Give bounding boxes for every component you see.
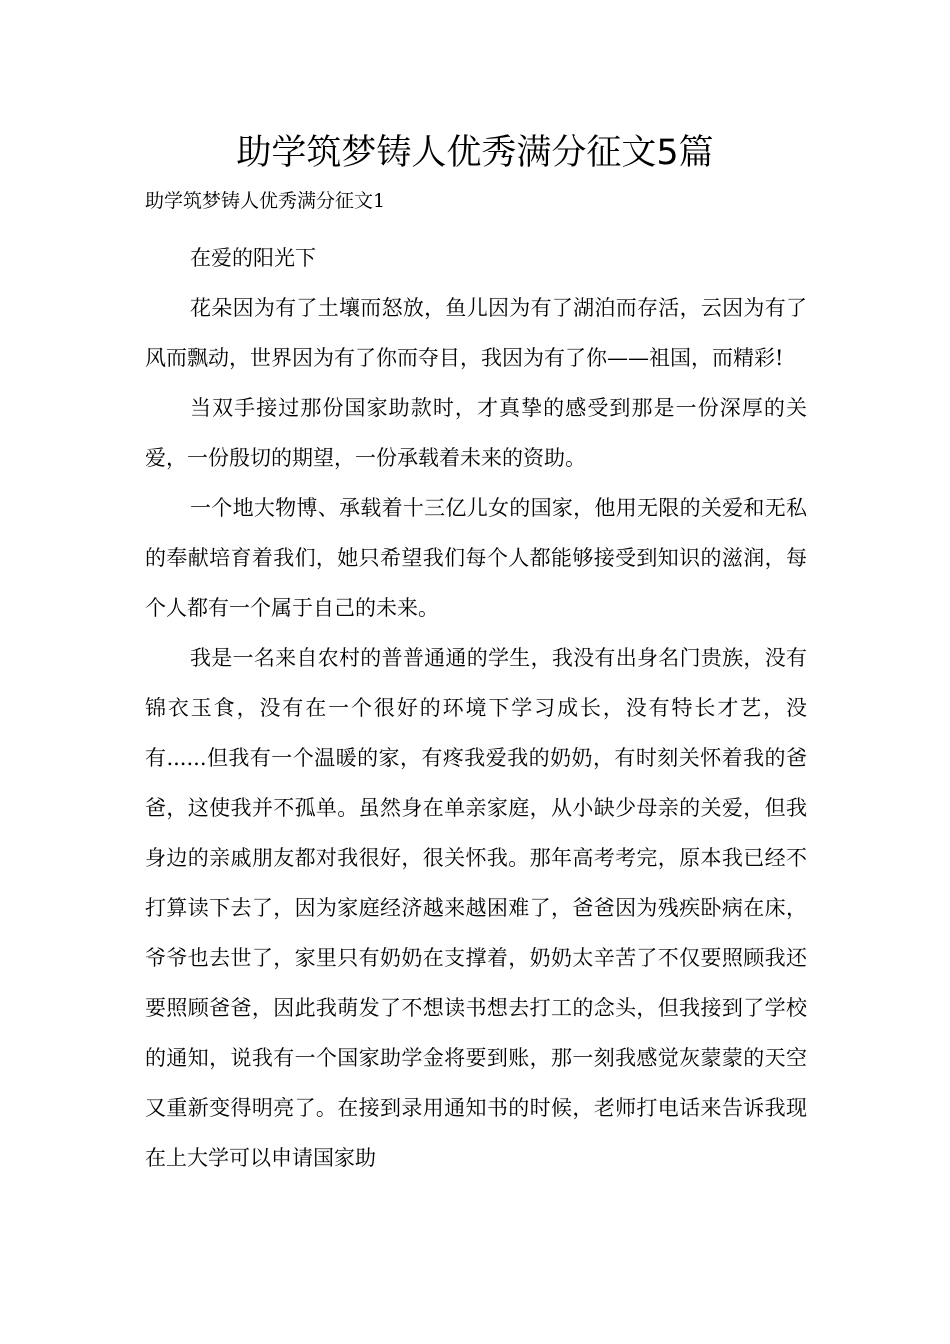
document-body	[145, 233, 807, 1183]
document-title: 助学筑梦铸人优秀满分征文5篇	[236, 133, 714, 173]
paragraph-2: 当双手接过那份国家助款时，才真挚的感受到那是一份深厚的关爱，一份殷切的期望，一份承载着未来的资助。	[145, 396, 807, 470]
document-subtitle: 助学筑梦铸人优秀满分征文1	[145, 190, 386, 212]
paragraph-3: 一个地大物博、承载着十三亿儿女的国家，他用无限的关爱和无私的奉献培育着我们，她只希望我们每个人都能够接受到知识的滋润，每个人都有一个属于自己的未来。	[145, 496, 807, 620]
paragraph-1: 花朵因为有了土壤而怒放，鱼儿因为有了湖泊而存活，云因为有了风而飘动，世界因为有了你而夺目，我因为有了你——祖国，而精彩!	[145, 296, 807, 370]
paragraph-4: 我是一名来自农村的普普通通的学生，我没有出身名门贵族，没有锦衣玉食，没有在一个很好的环境下学习成长，没有特长才艺，没有......但我有一个温暖的家，有疼我爱我的奶奶，有时刻关怀着我的爸爸，这使我并不孤单。虽然身在单亲家庭，从小缺少母亲的关爱，但我身边的亲戚朋友都对我很好，很关怀我。那年高考考完，原本我已经不打算读下去了，因为家庭经济越来越困难了，爸爸因为残疾卧病在床，爷爷也去世了，家里只有奶奶在支撑着，奶奶太辛苦了不仅要照顾我还要照顾爸爸，因此我萌发了不想读书想去打工的念头，但我接到了学校的通知，说我有一个国家助学金将要到账，那一刻我感觉灰蒙蒙的天空又重新变得明亮了。在接到录用通知书的时候，老师打电话来告诉我现在上大学可以申请国家助	[145, 646, 807, 1170]
section-heading: 在爱的阳光下	[190, 246, 316, 270]
